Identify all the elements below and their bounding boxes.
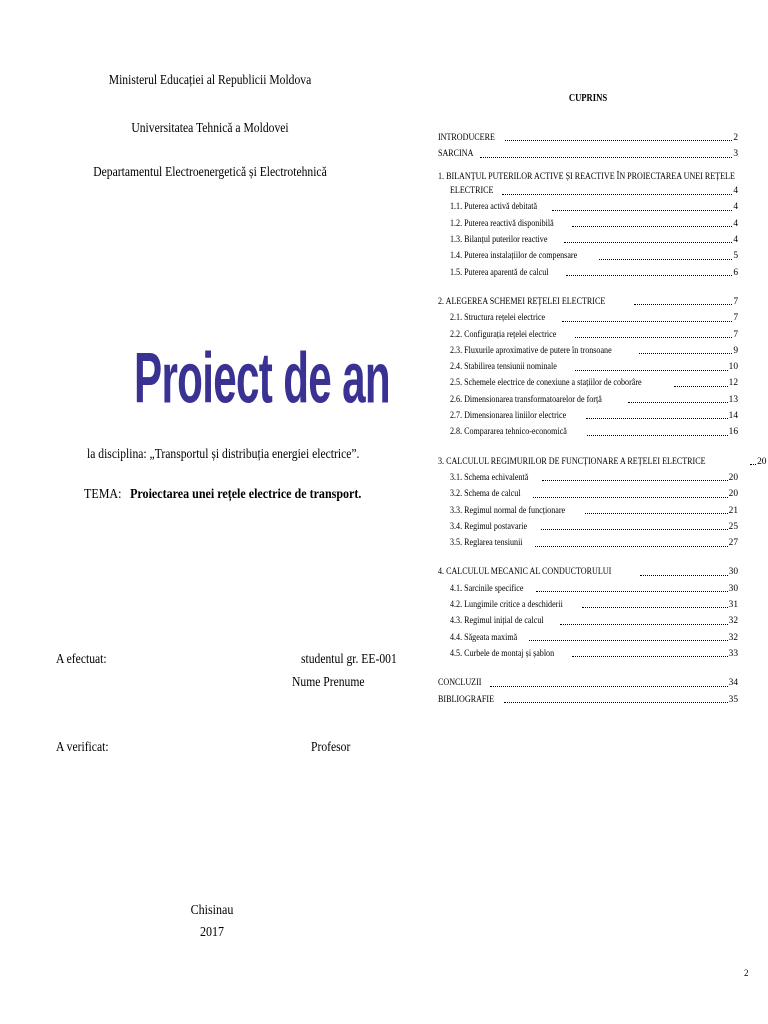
toc-entry: 1.2. Puterea reactivă disponibilă 4 <box>450 218 738 229</box>
university-line: Universitatea Tehnică a Moldovei <box>131 120 289 135</box>
toc-entry: 2.5. Schemele electrice de conexiune a stațiilor de coborâre 12 <box>450 378 738 389</box>
toc-title: CUPRINS <box>568 93 608 104</box>
toc-entry: 4.5. Curbele de montaj și șablon 33 <box>450 648 738 659</box>
done-by-label: A efectuat: <box>56 651 107 666</box>
student-group: studentul gr. EE-001 <box>301 651 397 666</box>
toc-entry: 2.1. Structura rețelei electrice 7 <box>450 313 738 324</box>
toc-entry-label: INTRODUCERE <box>438 132 495 143</box>
toc-entry: 3.3. Regimul normal de funcționare 21 <box>450 505 738 516</box>
toc-entry-page: 3 <box>733 149 738 160</box>
toc-entry: 1.4. Puterea instalațiilor de compensare 5 <box>450 251 738 262</box>
toc-entry: 3.5. Reglarea tensiunii 27 <box>450 538 738 549</box>
toc-entry <box>438 127 738 143</box>
year: 2017 <box>199 925 225 940</box>
theme-line <box>84 487 361 503</box>
project-title: Proiect de an <box>134 339 390 419</box>
page-number: 2 <box>744 968 749 978</box>
theme-value: Proiectarea unei rețele electrice de transport. <box>130 487 362 502</box>
toc-entry: 4.2. Lungimile critice a deschiderii 31 <box>450 600 738 611</box>
toc-entry-page: 4 <box>733 186 738 197</box>
toc-entry: 1.1. Puterea activă debitată 4 <box>450 202 738 213</box>
toc-entry: 2.6. Dimensionarea transformatoarelor de forță 13 <box>450 394 738 405</box>
student-name: Nume Prenume <box>292 674 365 689</box>
toc-entry: 2.4. Stabilirea tensiunii nominale 10 <box>450 362 738 373</box>
toc-entry: 1.3. Bilanțul puterilor reactive 4 <box>450 235 738 246</box>
checked-by-label: A verificat: <box>56 739 109 754</box>
toc-entry: 3.2. Schema de calcul 20 <box>450 489 738 500</box>
toc-entry: BIBLIOGRAFIE 35 <box>438 694 738 705</box>
toc-entry: 3.4. Regimul postavarie 25 <box>450 521 738 532</box>
toc-entry: 4.3. Regimul inițial de calcul 32 <box>450 616 738 627</box>
toc-entry: 4.1. Sarcinile specifice 30 <box>450 583 738 594</box>
toc-entry: 3.1. Schema echivalentă 20 <box>450 472 738 483</box>
toc-entry: 2.7. Dimensionarea liniilor electrice 14 <box>450 411 738 422</box>
checker-name: Profesor <box>311 739 351 754</box>
city: Chisinau <box>190 903 234 918</box>
toc-entry: CONCLUZII 34 <box>438 678 738 689</box>
ministry-line: Ministerul Educației al Republicii Moldova <box>108 72 312 87</box>
toc-chapter-heading: 4. CALCULUL MECANIC AL CONDUCTORULUI 30 <box>438 567 738 578</box>
toc-chapter-heading: 2. ALEGEREA SCHEMEI REȚELEI ELECTRICE 7 <box>438 296 738 307</box>
toc-entry-label: ELECTRICE <box>450 186 494 197</box>
toc-entry-label: SARCINA <box>438 149 474 160</box>
toc-entry: 1.5. Puterea aparentă de calcul 6 <box>450 267 738 278</box>
toc-entry <box>438 143 738 159</box>
toc-entry: 2.8. Compararea tehnico-economică 16 <box>450 427 738 438</box>
table-of-contents <box>438 93 767 705</box>
toc-entry: 2.2. Configurația rețelei electrice 7 <box>450 329 738 340</box>
discipline-line: la disciplina: „Transportul și distribuția energiei electrice”. <box>87 446 360 461</box>
toc-chapter-heading: 3. CALCULUL REGIMURILOR DE FUNCȚIONARE A REȚELEI ELECTRICE 20 <box>438 456 767 467</box>
toc-entry <box>438 185 738 197</box>
toc-chapter-heading: 1. BILANȚUL PUTERILOR ACTIVE ȘI REACTIVE ÎN PROIECTAREA UNEI REȚELE <box>438 171 735 182</box>
department-line: Departamentul Electroenergetică și Electrotehnică <box>93 164 327 179</box>
toc-entry: 2.3. Fluxurile aproximative de putere în tronsoane 9 <box>450 345 738 356</box>
theme-label: TEMA: <box>84 487 122 502</box>
toc-entry-page: 2 <box>733 132 738 143</box>
toc-entry: 4.4. Săgeata maximă 32 <box>450 632 738 643</box>
